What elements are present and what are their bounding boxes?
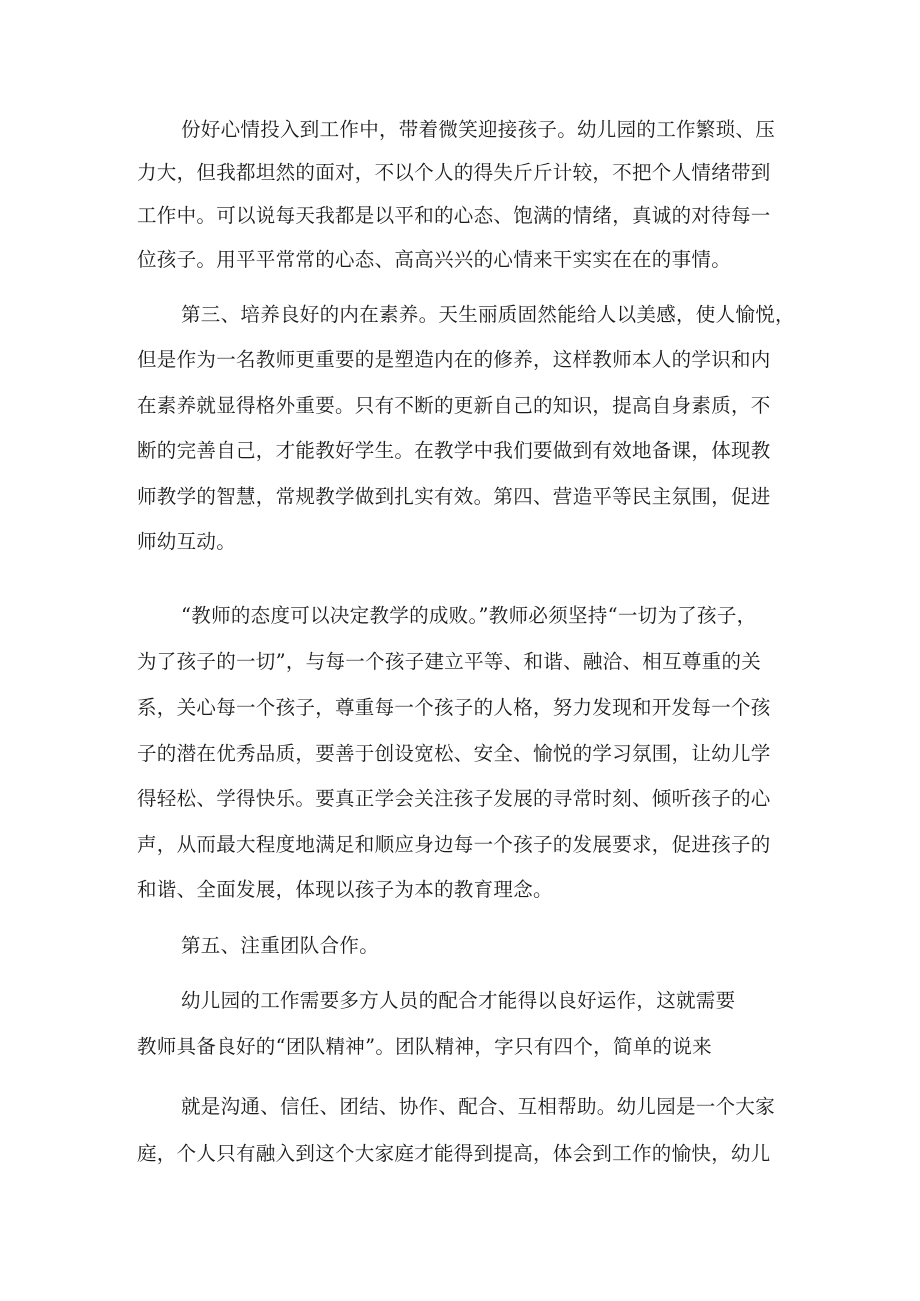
text-line: 得轻松、学得快乐。要真正学会关注孩子发展的寻常时刻、倾听孩子的心 bbox=[137, 787, 771, 810]
text-line: 位孩子。用平平常常的心态、高高兴兴的心情来干实实在在的事情。 bbox=[137, 248, 732, 271]
text-line: 工作中。可以说每天我都是以平和的心态、饱满的情绪，真诚的对待每一 bbox=[137, 204, 771, 227]
text-line: 教师具备良好的“团队精神”。团队精神，字只有四个，简单的说来 bbox=[137, 1035, 712, 1058]
text-line: 但是作为一名教师更重要的是塑造内在的修养，这样教师本人的学识和内 bbox=[137, 348, 771, 371]
text-line: 第五、注重团队合作。 bbox=[181, 934, 380, 957]
text-line: 子的潜在优秀品质，要善于创设宽松、安全、愉悦的学习氛围，让幼儿学 bbox=[137, 742, 771, 765]
text-line: 第三、培养良好的内在素养。天生丽质固然能给人以美感，使人愉悦， bbox=[181, 303, 795, 326]
text-line: 庭，个人只有融入到这个大家庭才能得到提高，体会到工作的愉快，幼儿 bbox=[137, 1142, 771, 1165]
text-line: 断的完善自己，才能教好学生。在教学中我们要做到有效地备课，体现教 bbox=[137, 439, 771, 462]
text-line: 幼儿园的工作需要多方人员的配合才能得以良好运作，这就需要 bbox=[181, 989, 736, 1012]
text-line: 力大，但我都坦然的面对，不以个人的得失斤斤计较，不把个人情绪带到 bbox=[137, 161, 771, 184]
text-line: 系，关心每一个孩子，尊重每一个孩子的人格，努力发现和开发每一个孩 bbox=[137, 696, 771, 719]
text-line: 就是沟通、信任、团结、协作、配合、互相帮助。幼儿园是一个大家 bbox=[181, 1095, 776, 1118]
text-line: 声，从而最大程度地满足和顺应身边每一个孩子的发展要求，促进孩子的 bbox=[137, 833, 771, 856]
text-line: 为了孩子的一切”，与每一个孩子建立平等、和谐、融洽、相互尊重的关 bbox=[137, 650, 762, 673]
text-line: “教师的态度可以决定教学的成败。”教师必须坚持“一切为了孩子， bbox=[181, 604, 757, 627]
text-line: 和谐、全面发展，体现以孩子为本的教育理念。 bbox=[137, 878, 553, 901]
text-line: 份好心情投入到工作中，带着微笑迎接孩子。幼儿园的工作繁琐、压 bbox=[181, 118, 776, 141]
text-line: 在素养就显得格外重要。只有不断的更新自己的知识，提高自身素质，不 bbox=[137, 394, 771, 417]
text-line: 师教学的智慧，常规教学做到扎实有效。第四、营造平等民主氛围，促进 bbox=[137, 485, 771, 508]
text-line: 师幼互动。 bbox=[137, 530, 237, 553]
